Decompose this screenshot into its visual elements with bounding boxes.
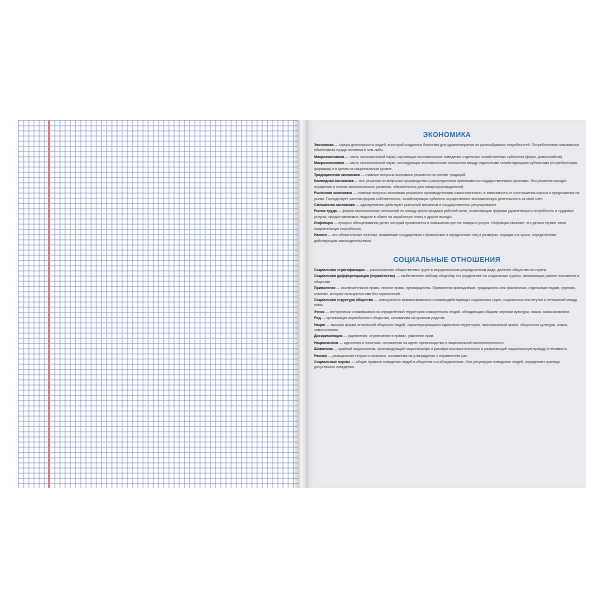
cover-page [306,120,586,488]
definition-term: Нация [314,322,326,327]
definition-text: — все решения по вопросам производства и распределения принимаются государственными органами. Эти решения находят отражение в планах экономического развития, обязательных для товаропроизводителей. [314,179,567,189]
definition-text: — исторически сложившаяся на определённой территории совокупность людей, обладающих общими чертами культуры, языка, самосознанием. [325,309,570,314]
definition-term: Дискриминация [314,334,343,339]
definition-entry [314,334,580,339]
definition-entry [314,173,580,178]
definition-term: Национализм [314,340,339,345]
definition-entry [314,155,580,160]
definition-entry [314,161,580,172]
definition-text: — ущемление, ограничение в правах, умаление прав. [343,334,435,339]
definition-term: Командная экономика [314,179,354,184]
definition-term: Рыночная экономика [314,191,353,196]
grid-page [18,120,298,488]
definition-entry [314,209,580,220]
definition-text: — совокупность взаимосвязанных и взаимодействующих социальных групп, социальных институтов и отношений между ними. [314,297,578,308]
definition-text: — главные вопросы экономики решаются на основе традиций. [360,173,467,178]
definition-entry [314,354,580,359]
social-list [314,268,580,371]
definition-entry [314,221,580,232]
definition-text: — форма экономических отношений по поводу купли-продажи рабочей силы, позволяющая фирмам удовлетворять потребность в трудовых услугах, предоставляемых людьми в обмен на заработную плату и другие выгоды. [314,209,574,219]
definition-entry [314,274,580,285]
definition-term: Социальная дифференциация (неравенство) [314,274,396,279]
definition-text: — исключительное право, личное право, преимущество. Привилегии принадлежат, традиционно или фактически, отдельным людям, группам, классам, которые пользуются ими без ограничений. [314,286,576,296]
definition-term: Налоги [314,233,327,238]
economy-list [314,143,580,244]
definition-text: — общие правила поведения людей в обществе и в объединениях. Они регулируют поведение людей, определяют границы допустимого поведения. [314,360,561,370]
definition-term: Социальные нормы [314,360,351,364]
definition-entry [314,310,580,315]
definition-entry [314,203,580,208]
definition-text: — расположение общественных групп в иерархическом упорядоченном виде; деление общества на страты. [365,267,548,272]
definition-term: Шовинизм [314,347,333,352]
definition-term: Этнос [314,309,325,314]
definition-term: Смешанная экономика [314,203,355,208]
definition-term: Социальная структура общества [314,297,373,302]
definition-term: Инфляция [314,221,333,226]
definition-text: — процесс обесценивания денег, который проявляется в повышении цен на товары и услуги. Инфляция означает, что деньги теряют свою покупательную способность. [314,221,567,231]
definition-text: — главные вопросы экономики решаются производителями самостоятельно, в зависимости от соотношения спроса и предложения на рынке. Господствует частная форма собственности, хозяйствующие субъекты осуществляют экономическую деятельность за свой счёт. [314,191,580,201]
definition-entry [314,360,580,371]
definition-term: Рынок труда [314,209,337,214]
definition-text: — часть экономической науки, изучающая экономическое поведение отдельных хозяйственных субъектов (фирм, домохозяйств). [345,154,564,159]
definition-term: Макроэкономика [314,161,345,166]
definition-text: — свойственное любому обществу его разделение на социальные группы, занимающие разное положение в обществе. [314,274,580,284]
definition-entry [314,233,580,244]
definition-term: Привилегия [314,286,336,291]
definition-text: — организация первобытного общества, основанная на кровном родстве. [321,316,446,321]
definition-term: Социальная стратификация [314,267,365,272]
definition-entry [314,286,580,297]
definition-text: — одновременно действуют рыночный механизм и государственное регулирование. [355,203,498,208]
definition-text: — идеология и политика, основанная на идеях превосходства и национальной исключительности. [339,340,505,345]
definition-text: — реакционная теория и политика, основанная на утверждении о неравенстве рас. [327,353,469,358]
definition-term: Экономика [314,143,334,147]
notebook-spine [298,120,306,488]
definition-term: Расизм [314,353,327,358]
definition-text: — это обязательные платежи, взимаемые государством с физических и юридических лиц в размерах, порядке и в сроки, определённые действующим законодательством. [314,233,557,243]
definition-entry [314,191,580,202]
definition-entry [314,179,580,190]
social-title: СОЦИАЛЬНЫЕ ОТНОШЕНИЯ [393,256,501,264]
definition-text: — сфера деятельности людей, в которой создаются богатства для удовлетворения их разнообразных потребностей. Потребностями называются объективная нужда человека в чем-либо. [314,143,579,153]
definition-entry [314,323,580,334]
notebook-spread [18,120,586,488]
definition-text: — крайний национализм, проповедующий национальную и расовую исключительность и разжигающий национальную вражду и ненависть. [333,347,568,352]
economy-title: ЭКОНОМИКА [422,132,472,139]
definition-term: Микроэкономика [314,154,345,159]
definition-entry [314,316,580,321]
definition-text: — часть экономической науки, исследующая экономические отношения между отдельными хозяйствующими субъектами (потребителями, фирмами) и в целом на национальном уровне. [314,161,578,171]
definition-entry [314,341,580,346]
definition-entry [314,268,580,273]
definition-text: — высшая форма этнической общности людей, характеризующаяся единством территории, экономической жизни, общностью культуры, языка, самосознания. [314,322,569,332]
definition-entry [314,143,580,154]
definition-term: Традиционная экономика [314,173,360,178]
margin-line [48,120,50,488]
definition-term: Род [314,316,321,321]
reference-sheet [314,130,580,478]
definition-entry [314,298,580,309]
definition-entry [314,347,580,352]
